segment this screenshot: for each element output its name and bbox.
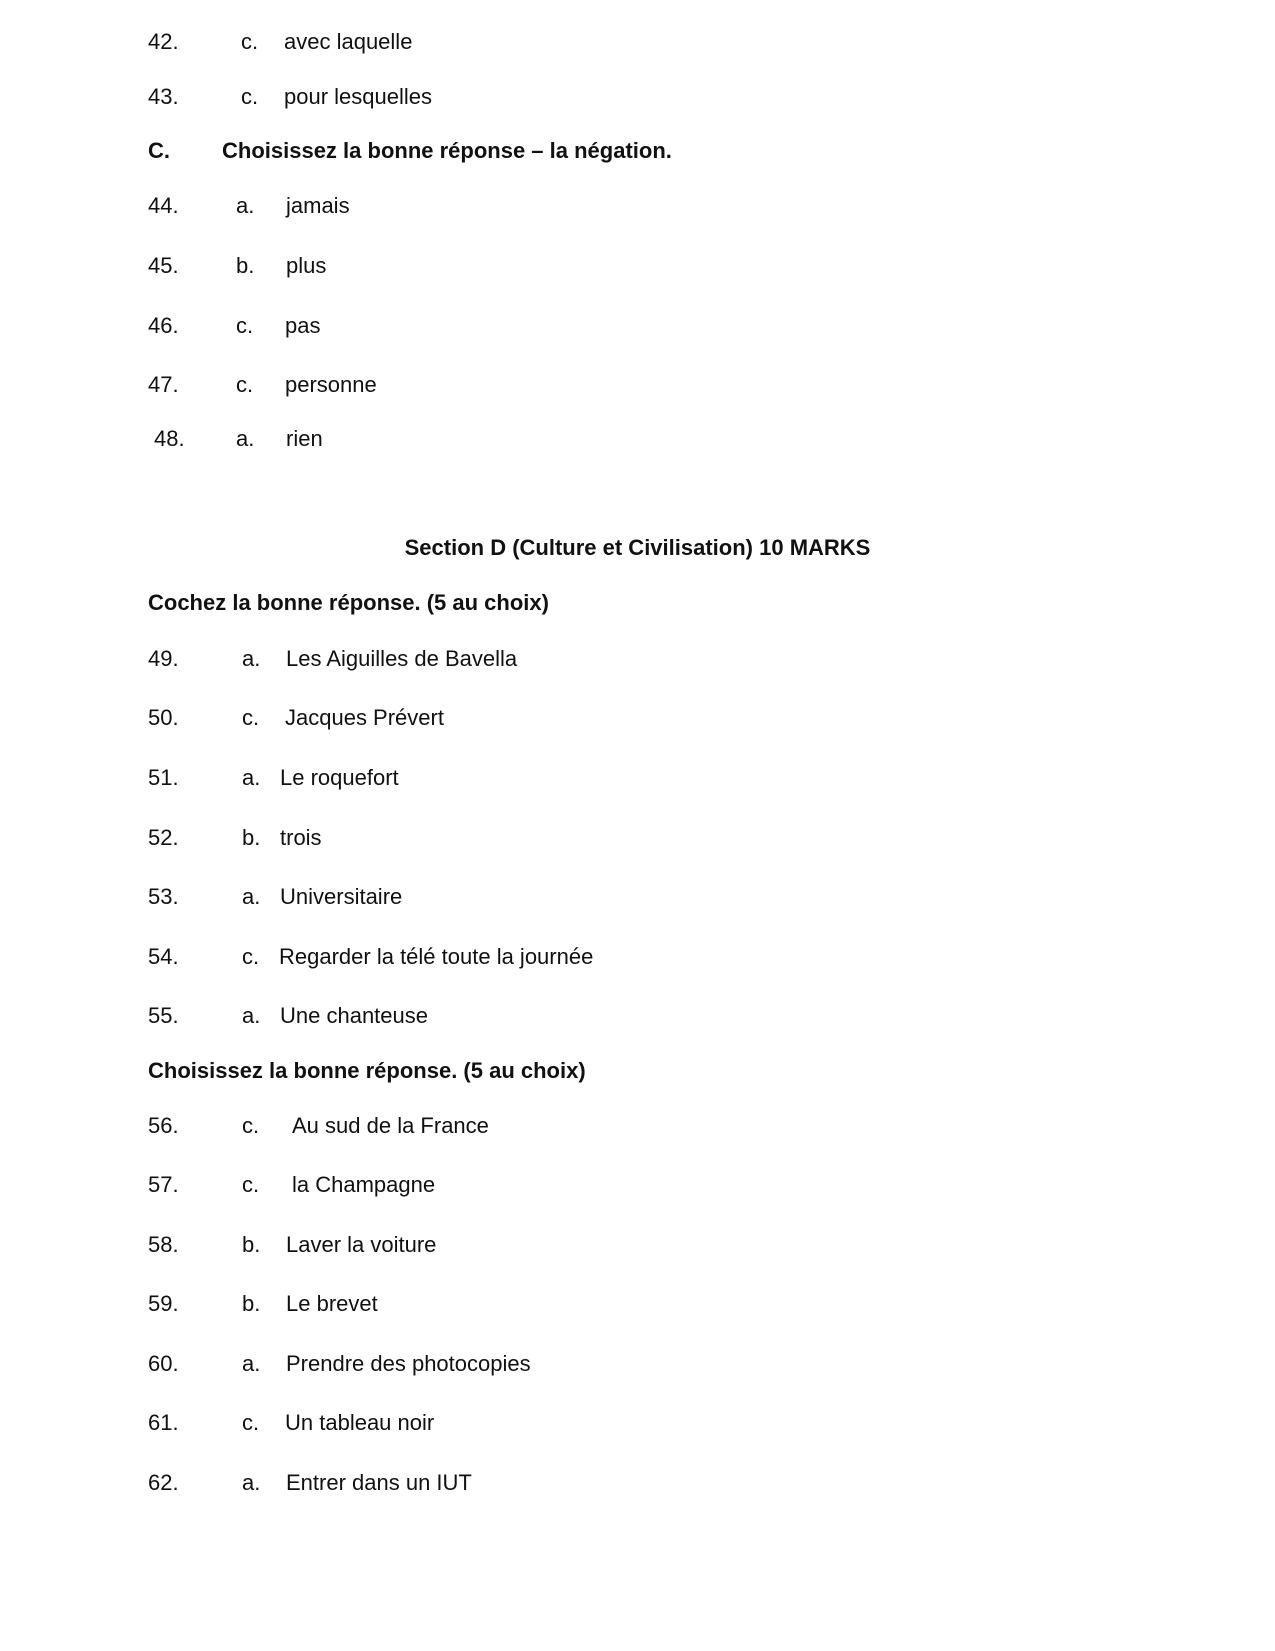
question-number: 55. [148,1003,179,1028]
question-number: 51. [148,765,179,790]
answer-text: Les Aiguilles de Bavella [286,646,518,671]
question-number: 42. [148,29,179,54]
answer-text: Prendre des photocopies [286,1351,531,1376]
answer-letter: a. [236,193,255,218]
answer-text: avec laquelle [284,29,413,54]
answer-letter: c. [241,84,259,109]
answer-letter: c. [241,29,259,54]
answer-text: Le brevet [286,1291,378,1316]
answer-text: Une chanteuse [280,1003,428,1028]
question-number: 60. [148,1351,179,1376]
section-letter: C. [148,138,170,163]
answer-text: plus [286,253,327,278]
answer-letter: a. [242,646,261,671]
answer-text: personne [285,372,377,397]
answer-text: Universitaire [280,884,403,909]
question-number: 49. [148,646,179,671]
answer-letter: c. [236,313,254,338]
question-number: 58. [148,1232,179,1257]
question-number: 59. [148,1291,179,1316]
answer-letter: a. [242,1351,261,1376]
answer-text: jamais [286,193,350,218]
answer-letter: c. [242,1172,260,1197]
answer-letter: a. [242,1470,261,1495]
answer-text: rien [286,426,323,451]
answer-letter: c. [242,944,260,969]
answer-letter: c. [242,705,260,730]
answer-letter: a. [242,1003,261,1028]
section-d-title: Section D (Culture et Civilisation) 10 MARKS [404,535,871,560]
answer-text: Regarder la télé toute la journée [279,944,594,969]
question-number: 46. [148,313,179,338]
question-number: 52. [148,825,179,850]
question-number: 56. [148,1113,179,1138]
answer-letter: c. [242,1410,260,1435]
answer-letter: b. [242,1232,261,1257]
answer-letter: b. [242,1291,261,1316]
answer-letter: a. [242,765,261,790]
question-number: 53. [148,884,179,909]
answer-text: la Champagne [292,1172,436,1197]
question-number: 62. [148,1470,179,1495]
answer-text: Jacques Prévert [285,705,444,730]
answer-text: Entrer dans un IUT [286,1470,472,1495]
section-title: Choisissez la bonne réponse – la négation. [222,138,672,163]
question-number: 48. [154,426,185,451]
answer-letter: c. [242,1113,260,1138]
question-number: 54. [148,944,179,969]
answer-text: Au sud de la France [292,1113,489,1138]
question-number: 61. [148,1410,179,1435]
part2-heading: Choisissez la bonne réponse. (5 au choix) [148,1058,586,1083]
answer-text: pas [285,313,321,338]
answer-text: Le roquefort [280,765,399,790]
question-number: 45. [148,253,179,278]
answer-letter: c. [236,372,254,397]
answer-text: Laver la voiture [286,1232,437,1257]
answer-letter: a. [236,426,255,451]
question-number: 43. [148,84,179,109]
question-number: 50. [148,705,179,730]
answer-letter: a. [242,884,261,909]
answer-letter: b. [236,253,255,278]
answer-text: Un tableau noir [285,1410,435,1435]
question-number: 57. [148,1172,179,1197]
part1-heading: Cochez la bonne réponse. (5 au choix) [148,590,549,615]
answer-text: pour lesquelles [284,84,432,109]
answer-letter: b. [242,825,261,850]
question-number: 44. [148,193,179,218]
question-number: 47. [148,372,179,397]
answer-text: trois [280,825,322,850]
